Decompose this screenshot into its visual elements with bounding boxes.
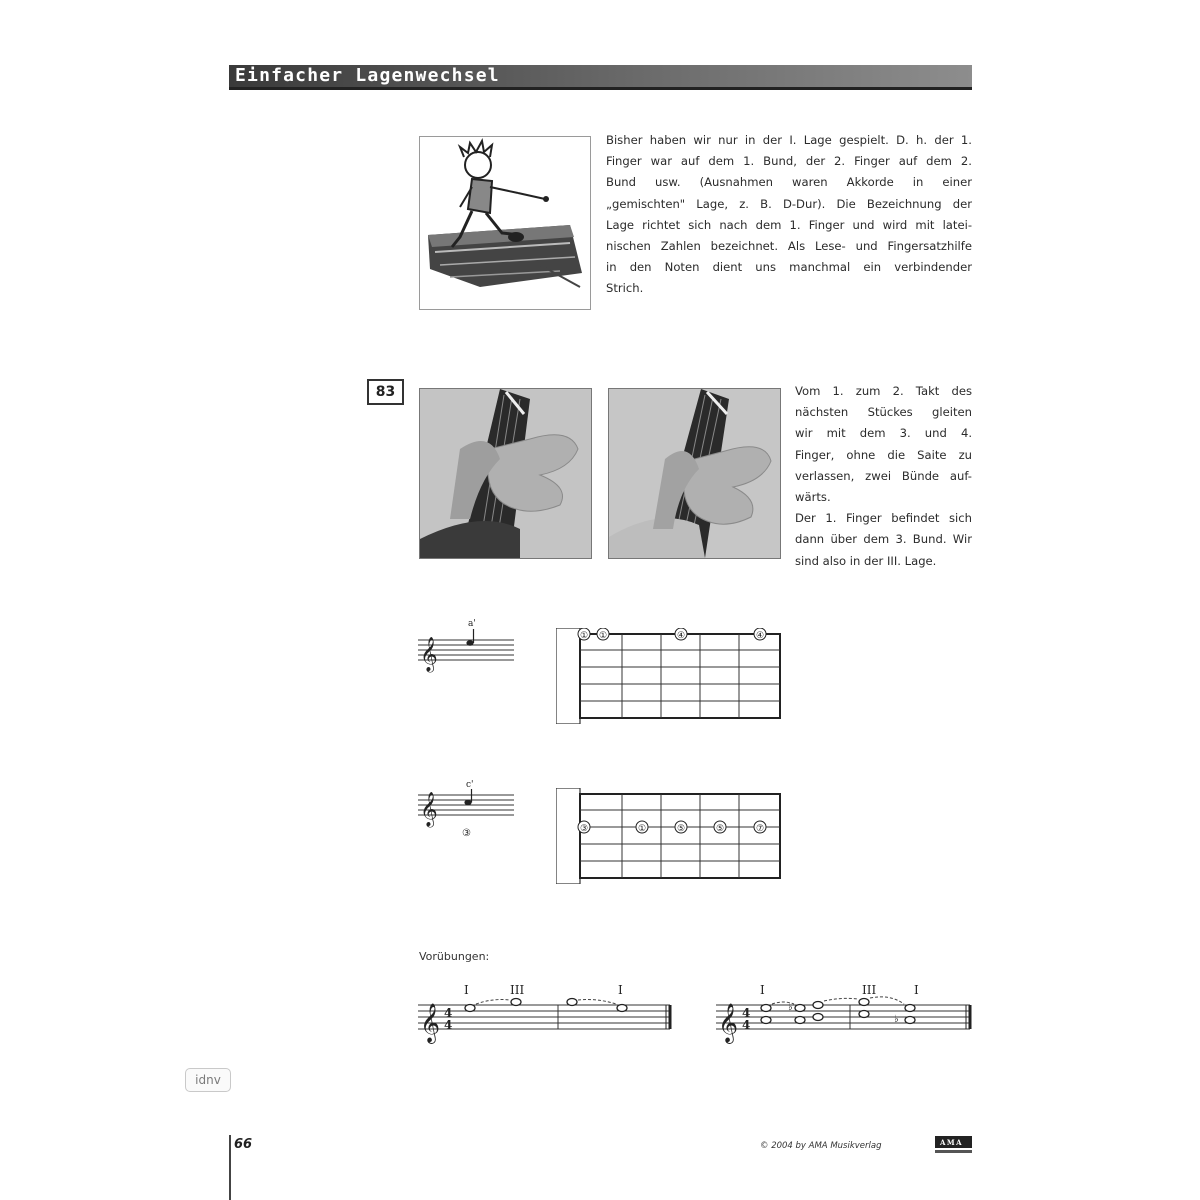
intro-line: in den Noten dient uns manchmal ein verbindender (606, 260, 972, 275)
explanation-line: sind also in der III. Lage. (795, 553, 937, 568)
illustration-box (419, 136, 591, 310)
fret-marker: ③ (580, 824, 589, 834)
treble-clef-icon: 𝄞 (420, 637, 438, 672)
exercise-staff-right (714, 980, 974, 1060)
copyright-notice: © 2004 by AMA Musikverlag (760, 1141, 882, 1151)
note-label: c' (466, 780, 474, 790)
hand-photo-third-position (608, 388, 781, 559)
svg-text:4: 4 (742, 1006, 751, 1020)
fret-marker: ⑤ (677, 824, 686, 834)
intro-line: „gemischten" Lage, z. B. D-Dur). Die Bezeichnung der (606, 196, 972, 211)
svg-text:4: 4 (742, 1018, 751, 1032)
cartoon-illustration (420, 137, 590, 309)
explanation-line: wir mit dem 3. und 4. (795, 426, 972, 441)
track-number: 83 (367, 379, 404, 405)
watermark: idnv (185, 1068, 231, 1092)
position-marker: I (914, 983, 919, 997)
position-marker: III (862, 983, 877, 997)
intro-line: Bisher haben wir nur in der I. Lage gespielt. D. h. der 1. (606, 133, 972, 147)
intro-line: nischen Zahlen bezeichnet. Als Lese- und Fingersatzhilfe (606, 239, 972, 254)
fretboard-diagram-a (556, 628, 782, 724)
note-label: a' (468, 619, 476, 629)
explanation-line: verlassen, zwei Bünde auf- (795, 468, 972, 483)
intro-paragraph (606, 130, 972, 300)
svg-text:4: 4 (444, 1006, 453, 1020)
treble-clef-icon: 𝄞 (718, 1003, 739, 1043)
exercises-label: Vorübungen: (419, 950, 490, 963)
position-marker: I (464, 983, 469, 997)
position-marker: III (510, 983, 525, 997)
position-marker: I (618, 983, 623, 997)
publisher-logo (935, 1136, 972, 1155)
fret-marker: ① (580, 631, 589, 641)
fret-marker: ⑦ (756, 824, 765, 834)
fret-marker: ① (638, 824, 647, 834)
explanation-line: Vom 1. zum 2. Takt des (795, 384, 972, 398)
exercise-staff-left (416, 980, 680, 1060)
explanation-line: dann über dem 3. Bund. Wir (795, 532, 972, 547)
svg-text:♭: ♭ (788, 1002, 793, 1013)
explanation-paragraph (795, 381, 972, 572)
intro-line: Lage richtet sich nach dem 1. Finger und wird mit latei- (606, 217, 972, 232)
svg-text:AMA: AMA (940, 1138, 964, 1147)
fret-marker: ⑤ (716, 824, 725, 834)
intro-line: Finger war auf dem 1. Bund, der 2. Finger auf dem 2. (606, 154, 972, 169)
explanation-line: nächsten Stückes gleiten (795, 405, 972, 420)
fretboard-diagram-c (556, 788, 782, 884)
intro-line: Strich. (606, 281, 644, 296)
explanation-line: wärts. (795, 490, 831, 505)
svg-text:♭: ♭ (894, 1014, 899, 1025)
explanation-line: Finger, ohne die Saite zu (795, 447, 972, 462)
section-title-bar (229, 65, 972, 90)
page-number: 66 (234, 1137, 253, 1152)
page-rule (229, 1135, 231, 1200)
staff-note-a (416, 612, 518, 682)
explanation-line: Der 1. Finger befindet sich (795, 511, 972, 526)
intro-line: Bund usw. (Ausnahmen waren Akkorde in einer (606, 175, 972, 190)
section-title: Einfacher Lagenwechsel (235, 65, 500, 86)
fret-marker: ① (599, 631, 608, 641)
hand-photo-first-position (419, 388, 592, 559)
string-label: ③ (462, 828, 471, 839)
staff-note-c (416, 778, 518, 848)
fret-marker: ④ (677, 631, 686, 641)
svg-text:4: 4 (444, 1018, 453, 1032)
position-marker: I (760, 983, 765, 997)
fret-marker: ④ (756, 631, 765, 641)
treble-clef-icon: 𝄞 (420, 792, 438, 827)
treble-clef-icon: 𝄞 (420, 1003, 441, 1043)
